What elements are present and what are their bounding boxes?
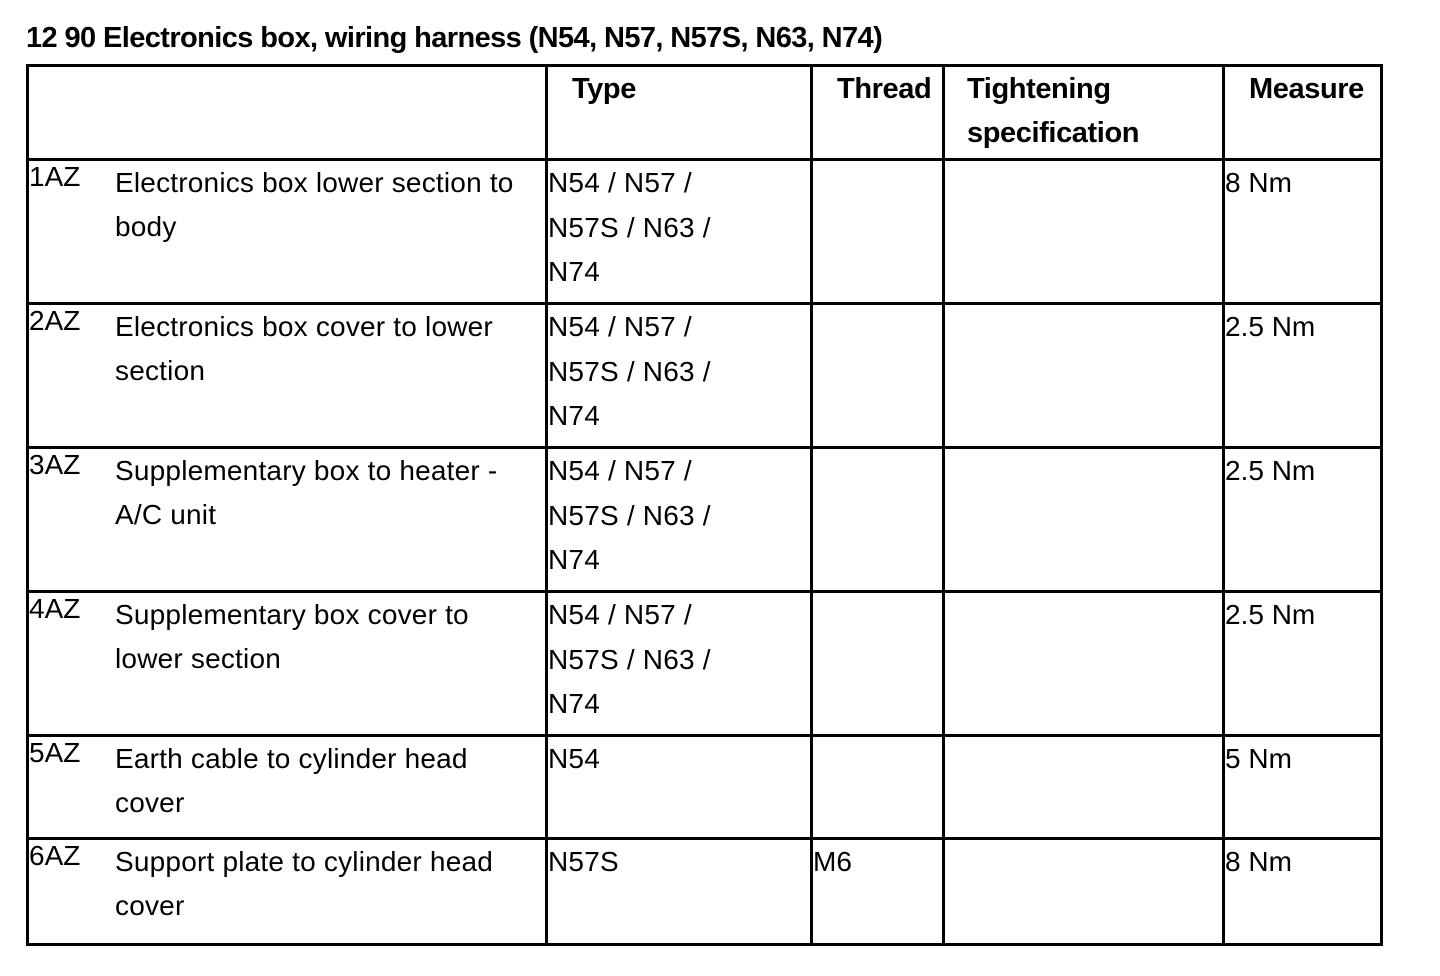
- measure-cell: 2.5 Nm: [1224, 592, 1382, 736]
- position-code: 5AZ: [29, 737, 81, 768]
- header-measure: Measure: [1224, 66, 1382, 160]
- type-value: N54 / N57 / N57S / N63 / N74: [548, 167, 711, 287]
- table-row: [28, 592, 1382, 736]
- tightening-spec-cell: [944, 736, 1224, 839]
- position-code: 4AZ: [29, 593, 81, 624]
- thread-cell: [812, 592, 944, 736]
- position-description: Supplementary box to heater - A/C unit: [115, 455, 498, 530]
- position-code: 3AZ: [29, 449, 81, 480]
- type-cell: [547, 736, 812, 839]
- tightening-spec-cell: [944, 448, 1224, 592]
- thread-cell: [812, 448, 944, 592]
- position-code: 1AZ: [29, 161, 81, 192]
- position-description: Earth cable to cylinder head cover: [115, 743, 468, 818]
- measure-cell: 8 Nm: [1224, 839, 1382, 945]
- type-cell: [547, 592, 812, 736]
- measure-cell: 2.5 Nm: [1224, 448, 1382, 592]
- tightening-spec-cell: [944, 160, 1224, 304]
- document-title: 12 90 Electronics box, wiring harness (N54, N57, N57S, N63, N74): [26, 22, 883, 54]
- type-value: N54 / N57 / N57S / N63 / N74: [548, 455, 711, 575]
- type-value: N54: [548, 743, 600, 774]
- position-code: 2AZ: [29, 305, 81, 336]
- tightening-spec-cell: [944, 304, 1224, 448]
- type-cell: [547, 839, 812, 945]
- measure-cell: 8 Nm: [1224, 160, 1382, 304]
- thread-cell: [812, 304, 944, 448]
- tightening-spec-cell: [944, 839, 1224, 945]
- type-value: N54 / N57 / N57S / N63 / N74: [548, 599, 711, 719]
- header-position: [28, 66, 547, 160]
- position-description: Electronics box lower section to body: [115, 167, 514, 242]
- type-cell: [547, 160, 812, 304]
- table-row: [28, 304, 1382, 448]
- position-code: 6AZ: [29, 840, 81, 871]
- position-cell: [28, 304, 547, 448]
- type-cell: [547, 448, 812, 592]
- position-cell: [28, 160, 547, 304]
- torque-spec-table: [26, 64, 1383, 946]
- thread-cell: [812, 160, 944, 304]
- table-row: [28, 839, 1382, 945]
- tightening-spec-cell: [944, 592, 1224, 736]
- header-thread: Thread: [812, 66, 944, 160]
- position-cell: [28, 736, 547, 839]
- table-row: [28, 160, 1382, 304]
- position-description: Support plate to cylinder head cover: [115, 846, 494, 921]
- table-row: [28, 448, 1382, 592]
- type-value: N54 / N57 / N57S / N63 / N74: [548, 311, 711, 431]
- position-cell: [28, 592, 547, 736]
- table-row: [28, 736, 1382, 839]
- thread-cell: [812, 736, 944, 839]
- thread-cell: M6: [812, 839, 944, 945]
- header-type: Type: [547, 66, 812, 160]
- measure-cell: 2.5 Nm: [1224, 304, 1382, 448]
- type-value: N57S: [548, 846, 619, 877]
- position-description: Supplementary box cover to lower section: [115, 599, 469, 674]
- position-description: Electronics box cover to lower section: [115, 311, 493, 386]
- table-header-row: [28, 66, 1382, 160]
- position-cell: [28, 448, 547, 592]
- position-cell: [28, 839, 547, 945]
- type-cell: [547, 304, 812, 448]
- header-tightening-specification: Tightening specification: [944, 66, 1224, 160]
- measure-cell: 5 Nm: [1224, 736, 1382, 839]
